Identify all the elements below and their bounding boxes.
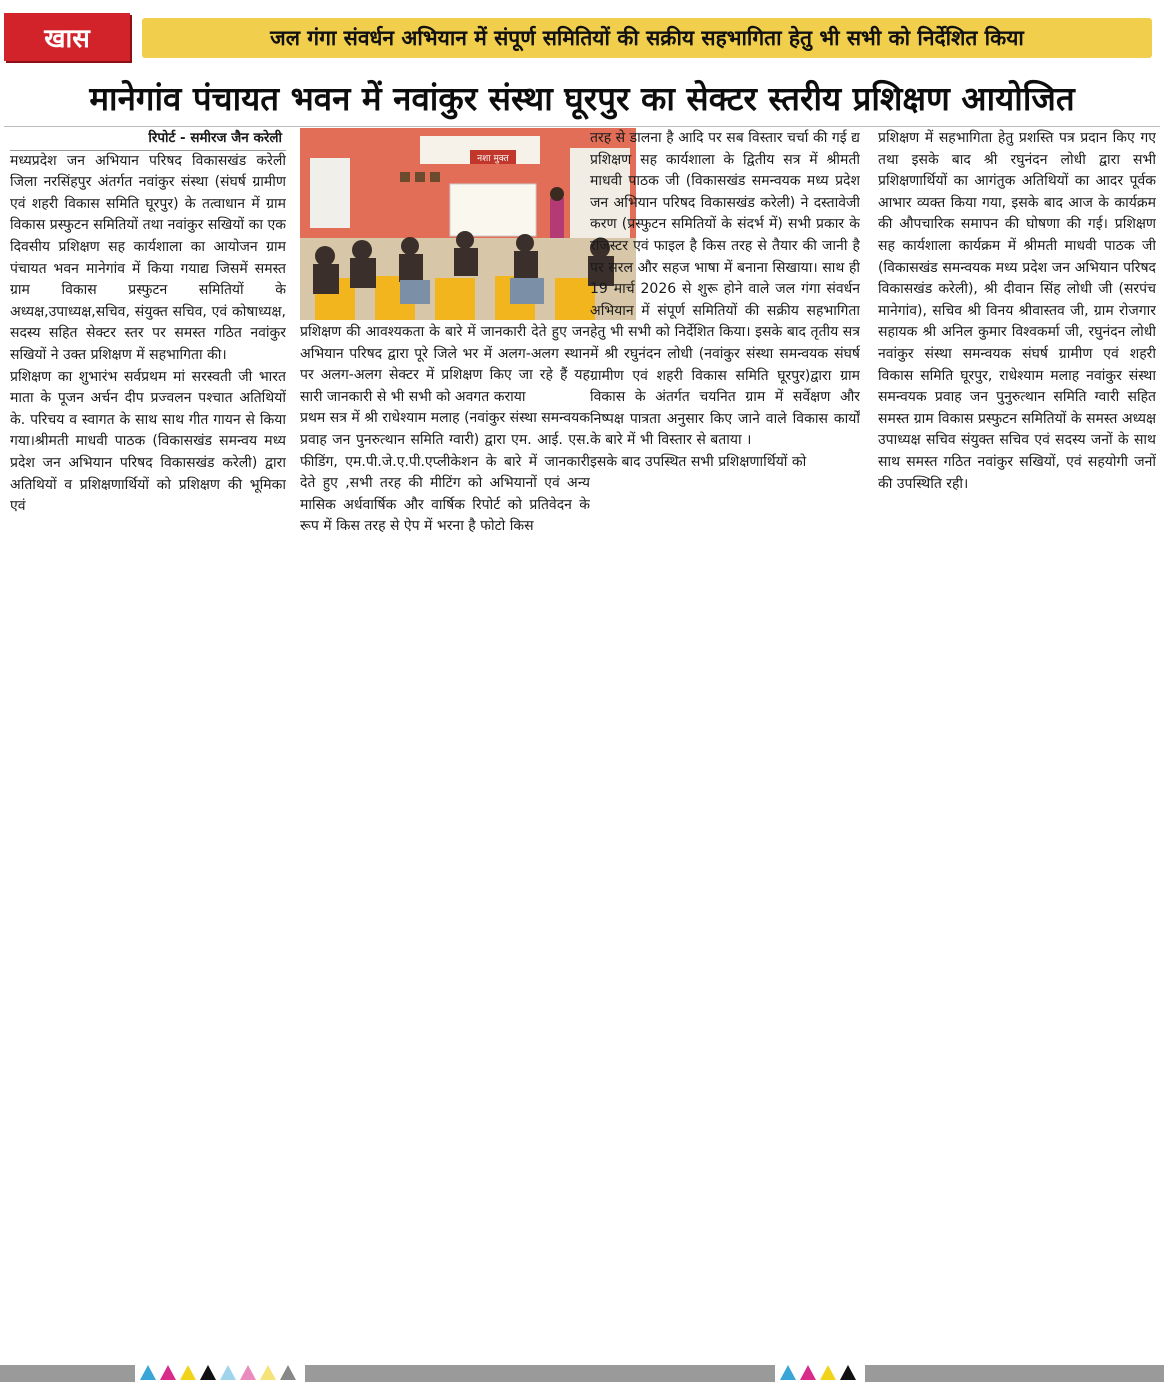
paragraph: प्रथम सत्र में श्री राधेश्याम मलाह (नवांकुर संस्था समन्वयक प्रवाह जन पुनरुत्थान समिति ग्वारी) द्वारा एम. आई. एस. फीडिंग, एम.पी.जे.ए.पी.एप्लीकेशन के बारे में जानकारी देते हुए ,सभी तरह की मीटिंग को अभियानों एवं अन्य मासिक अर्धवार्षिक और वार्षिक रिपोर्ट को प्रतिवेदन के रूप में किस तरह से ऐप में भरना है फोटो किस bbox=[300, 410, 590, 535]
registration-mark-icon bbox=[840, 1365, 856, 1380]
article-column-1 bbox=[10, 128, 286, 668]
registration-mark-icon bbox=[820, 1365, 836, 1380]
article-column-2 bbox=[300, 322, 590, 674]
article-column-4 bbox=[878, 128, 1156, 668]
grey-bar bbox=[865, 1365, 1164, 1382]
article-column-3 bbox=[590, 128, 860, 674]
registration-mark-icon bbox=[180, 1365, 196, 1380]
print-registration-bar bbox=[0, 682, 1164, 700]
registration-mark-icon bbox=[240, 1365, 256, 1380]
section-tag: खास bbox=[4, 13, 130, 61]
photo-banner-text: नशा मुक्त bbox=[477, 154, 509, 164]
paragraph: तरह से डालना है आदि पर सब विस्तार चर्चा की गई द्य प्रशिक्षण सह कार्यशाला के द्वितीय सत्र में श्रीमती माधवी पाठक जी (विकासखंड समन्वयक मध्य प्रदेश जन अभियान परिषद विकासखंड करेली) ने दस्तावेजी करण (प्रस्फुटन समितियों के संदर्भ में) सभी प्रकार के रजिस्टर एवं फाइल है किस तरह से तैयार की जानी है पर सरल और सहज भाषा में बनाना सिखाया। साथ ही 19 मार्च 2026 से शुरू होने वाले जल गंगा संवर्धन अभियान में संपूर्ण समितियों की सक्रीय सहभागिता हेतु भी सभी को निर्देशित किया। इसके बाद तृतीय सत्र में श्री रघुनंदन लोधी (नवांकुर संस्था समन्वयक संघर्ष ग्रामीण एवं शहरी विकास समिति घूरपुर)द्वारा ग्राम विकास के अंतर्गत चयनित ग्राम में सर्वेक्षण और निष्पक्ष पात्रता अनुसार किए जाने वाले विकास कार्यों के बारे में भी विस्तार से बताया । bbox=[590, 130, 860, 449]
paragraph: प्रशिक्षण की आवश्यकता के बारे में जानकारी देते हुए जन अभियान परिषद द्वारा पूरे जिले भर में अलग-अलग स्थान पर अलग-अलग सेक्टर में प्रशिक्षण किए जा रहे हैं यह सारी जानकारी से भी सभी को अवगत कराया bbox=[300, 324, 590, 405]
event-photo-illustration bbox=[300, 128, 636, 320]
registration-mark-icon bbox=[140, 1365, 156, 1380]
byline: रिपोर्ट - समीरज जैन करेली bbox=[10, 128, 286, 151]
paragraph: प्रशिक्षण में सहभागिता हेतु प्रशस्ति पत्र प्रदान किए गए तथा इसके बाद श्री रघुनंदन लोधी द्वारा सभी प्रशिक्षणार्थियों का आगंतुक अतिथियों का आदर पूर्वक आभार व्यक्त किया गया, इसके बाद आज के कार्यक्रम की औपचारिक समापन की घोषणा की गई। प्रशिक्षण सह कार्यशाला कार्यक्रम में श्रीमती माधवी पाठक जी (विकासखंड समन्वयक मध्य प्रदेश जन अभियान परिषद विकासखंड करेली), श्री दीवान सिंह लोधी जी (सरपंच मानेगांव), सचिव श्री विनय श्रीवास्तव जी, ग्राम रोजगार सहायक श्री अनिल कुमार विश्वकर्मा जी, रघुनंदन लोधी नवांकुर संस्था समन्वयक संघर्ष ग्रामीण एवं शहरी विकास समिति घूरपुर, राधेश्याम मलाह नवांकुर संस्था समन्वयक प्रवाह जन पुनुरुत्थान समिति ग्वारी सहित समस्त ग्राम विकास प्रस्फुटन समितियों के समस्त अध्यक्ष उपाध्यक्ष सचिव संयुक्त सचिव एवं सदस्य जनों के साथ साथ समस्त गठित नवांकुर सखियों, एवं सहयोगी जनों की उपस्थिति रही। bbox=[878, 130, 1156, 492]
paragraph: प्रशिक्षण का शुभारंभ सर्वप्रथम मां सरस्वती जी भारत माता के पूजन अर्चन दीप प्रज्वलन पश्चात अतिथियों के. परिचय व स्वागत के साथ साथ गीत गायन से किया गया।श्रीमती माधवी पाठक (विकासखंड समन्वय मध्य प्रदेश जन अभियान परिषद विकासखंड करेली) द्वारा अतिथियों व प्रशिक्षणार्थियों को प्रशिक्षण की भूमिका एवं bbox=[10, 368, 286, 515]
headline: मानेगांव पंचायत भवन में नवांकुर संस्था घूरपुर का सेक्टर स्तरीय प्रशिक्षण आयोजित bbox=[89, 78, 1075, 118]
registration-mark-icon bbox=[200, 1365, 216, 1380]
registration-mark-icon bbox=[220, 1365, 236, 1380]
registration-mark-icon bbox=[780, 1365, 796, 1380]
registration-mark-icon bbox=[160, 1365, 176, 1380]
event-photo bbox=[300, 128, 636, 320]
grey-bar bbox=[305, 1365, 775, 1382]
paragraph: मध्यप्रदेश जन अभियान परिषद विकासखंड करेली जिला नरसिंहपुर अंतर्गत नवांकुर संस्था (संघर्ष ग्रामीण एवं शहरी विकास समिति घूरपुर) के तत्वाधान में ग्राम विकास प्रस्फुटन समितियों तथा नवांकुर सखियों का एक दिवसीय प्रशिक्षण सह कार्यशाला का आयोजन ग्राम पंचायत भवन मानेगांव में किया गयाद्य जिसमें समस्त ग्राम विकास प्रस्फुटन समितियों के अध्यक्ष,उपाध्यक्ष,सचिव, संयुक्त सचिव, एवं कोषाध्यक्ष, सदस्य सहित सेक्टर स्तर पर समस्त गठित नवांकुर सखियों ने उक्त प्रशिक्षण में सहभागिता की। bbox=[10, 152, 286, 363]
registration-mark-icon bbox=[800, 1365, 816, 1380]
paragraph: इसके बाद उपस्थित सभी प्रशिक्षणार्थियों को bbox=[590, 453, 807, 470]
grey-bar bbox=[0, 1365, 135, 1382]
header-band bbox=[0, 0, 1164, 62]
registration-mark-icon bbox=[280, 1365, 296, 1380]
subheadline-strip: जल गंगा संवर्धन अभियान में संपूर्ण समितियों की सक्रीय सहभागिता हेतु भी सभी को निर्देशित किया bbox=[142, 18, 1152, 58]
registration-mark-icon bbox=[260, 1365, 276, 1380]
divider bbox=[4, 126, 1160, 127]
